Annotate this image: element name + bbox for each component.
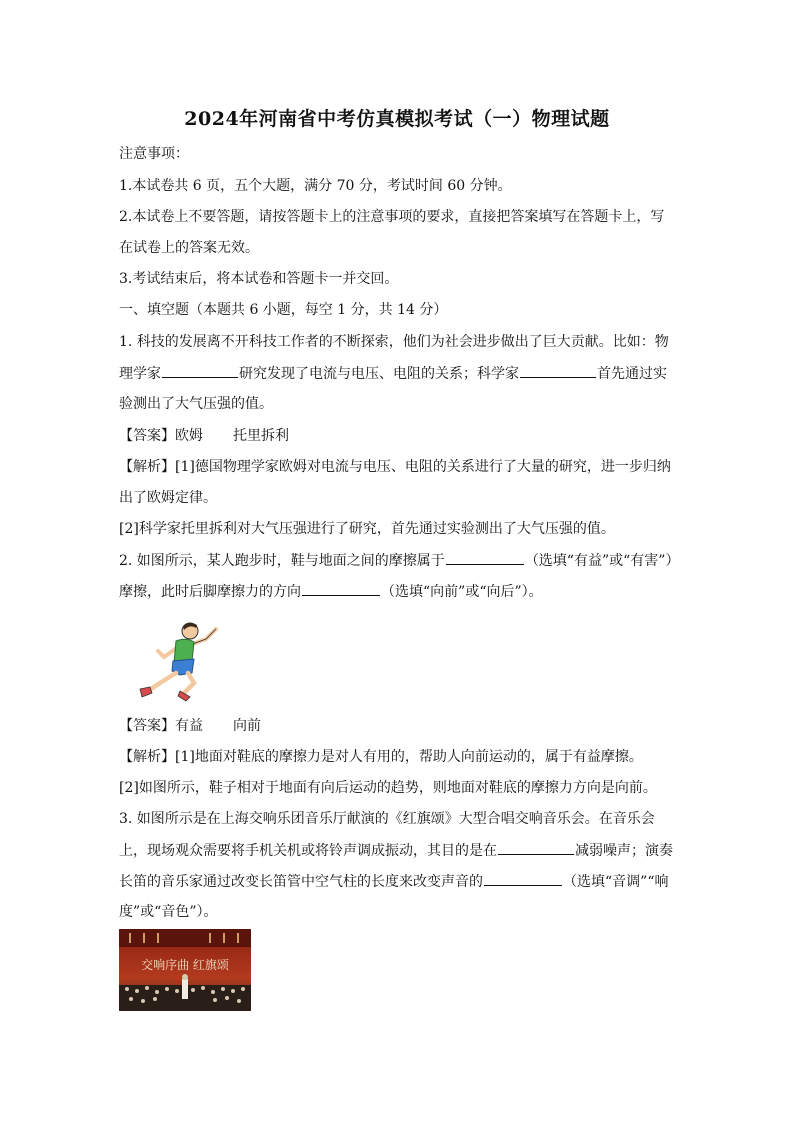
exam-title: 2024年河南省中考仿真模拟考试（一）物理试题	[184, 108, 610, 130]
q1-analysis-1b: 出了欧姆定律。	[119, 490, 217, 506]
q1-line-3: 验测出了大气压强的值。	[119, 396, 273, 412]
q3-line-1: 3. 如图所示是在上海交响乐团音乐厅献演的《红旗颂》大型合唱交响音乐会。在音乐会	[119, 811, 655, 827]
q2-line-1	[119, 550, 679, 571]
q1-text-a: 理学家	[119, 366, 161, 382]
q3-blank-2[interactable]	[484, 871, 562, 886]
q2-blank-1[interactable]	[446, 550, 524, 565]
answer-label: 【答案】	[119, 428, 175, 444]
notice-item-2a: 2.本试卷上不要答题，请按答题卡上的注意事项的要求，直接把答案填写在答题卡上，写	[119, 209, 665, 225]
q1-blank-2[interactable]	[520, 363, 596, 378]
running-person-illustration	[128, 617, 228, 707]
q2-analysis-2: [2]如图所示，鞋子相对于地面有向后运动的趋势，则地面对鞋底的摩擦力方向是向前。	[119, 780, 657, 796]
notice-item-3: 3.考试结束后，将本试卷和答题卡一并交回。	[119, 271, 399, 287]
q2-answer	[119, 716, 679, 736]
concert-photo	[119, 929, 251, 1011]
q3-blank-1[interactable]	[498, 840, 574, 855]
q1-answer-2: 托里拆利	[233, 428, 289, 444]
q1-text-c: 首先通过实	[597, 366, 667, 382]
q3-line-2	[119, 840, 679, 861]
q3-line-3	[119, 871, 679, 892]
q1-line-2	[119, 363, 679, 384]
photo-caption: 交响序曲 红旗颂	[141, 958, 229, 972]
analysis-label: 【解析】	[119, 749, 175, 765]
q3-text-a: 上，现场观众需要将手机关机或将铃声调成振动，其目的是在	[119, 843, 497, 859]
q2-answer-1: 有益	[175, 718, 203, 734]
notice-item-2b: 在试卷上的答案无效。	[119, 240, 259, 256]
q2-analysis-1	[119, 747, 679, 767]
q3-line-4: 度”或“音色”）。	[119, 904, 218, 920]
q2-text-a: 2. 如图所示，某人跑步时，鞋与地面之间的摩擦属于	[119, 553, 445, 569]
q1-answer-1: 欧姆	[175, 428, 203, 444]
q1-answer	[119, 426, 679, 446]
q1-blank-1[interactable]	[162, 363, 238, 378]
q1-line-1: 1. 科技的发展离不开科技工作者的不断探索，他们为社会进步做出了巨大贡献。比如：物	[119, 334, 669, 350]
notice-heading: 注意事项：	[119, 146, 189, 162]
answer-label: 【答案】	[119, 718, 175, 734]
q3-text-d: （选填“音调”“响	[563, 874, 669, 890]
notice-item-1: 1.本试卷共 6 页，五个大题，满分 70 分，考试时间 60 分钟。	[119, 178, 512, 194]
q1-text-b: 研究发现了电流与电压、电阻的关系；科学家	[239, 366, 519, 382]
q1-analysis-2: [2]科学家托里拆利对大气压强进行了研究，首先通过实验测出了大气压强的值。	[119, 521, 615, 537]
q2-analysis-text: [1]地面对鞋底的摩擦力是对人有用的，帮助人向前运动的，属于有益摩擦。	[175, 749, 643, 765]
q1-analysis-text: [1]德国物理学家欧姆对电流与电压、电阻的关系进行了大量的研究，进一步归纳	[175, 459, 671, 475]
q2-blank-2[interactable]	[302, 581, 380, 596]
analysis-label: 【解析】	[119, 459, 175, 475]
q2-answer-2: 向前	[233, 718, 261, 734]
q1-analysis-1a	[119, 457, 679, 477]
q3-text-b: 减弱噪声；演奏	[575, 843, 673, 859]
q2-line-2	[119, 581, 679, 602]
q2-text-c: 摩擦，此时后脚摩擦力的方向	[119, 584, 301, 600]
q2-text-d: （选填“向前”或“向后”）。	[381, 584, 543, 600]
section-heading: 一、填空题（本题共 6 小题，每空 1 分，共 14 分）	[119, 302, 448, 318]
q2-text-b: （选填“有益”或“有害”）	[524, 553, 680, 569]
q3-text-c: 长笛的音乐家通过改变长笛管中空气柱的长度来改变声音的	[119, 874, 483, 890]
